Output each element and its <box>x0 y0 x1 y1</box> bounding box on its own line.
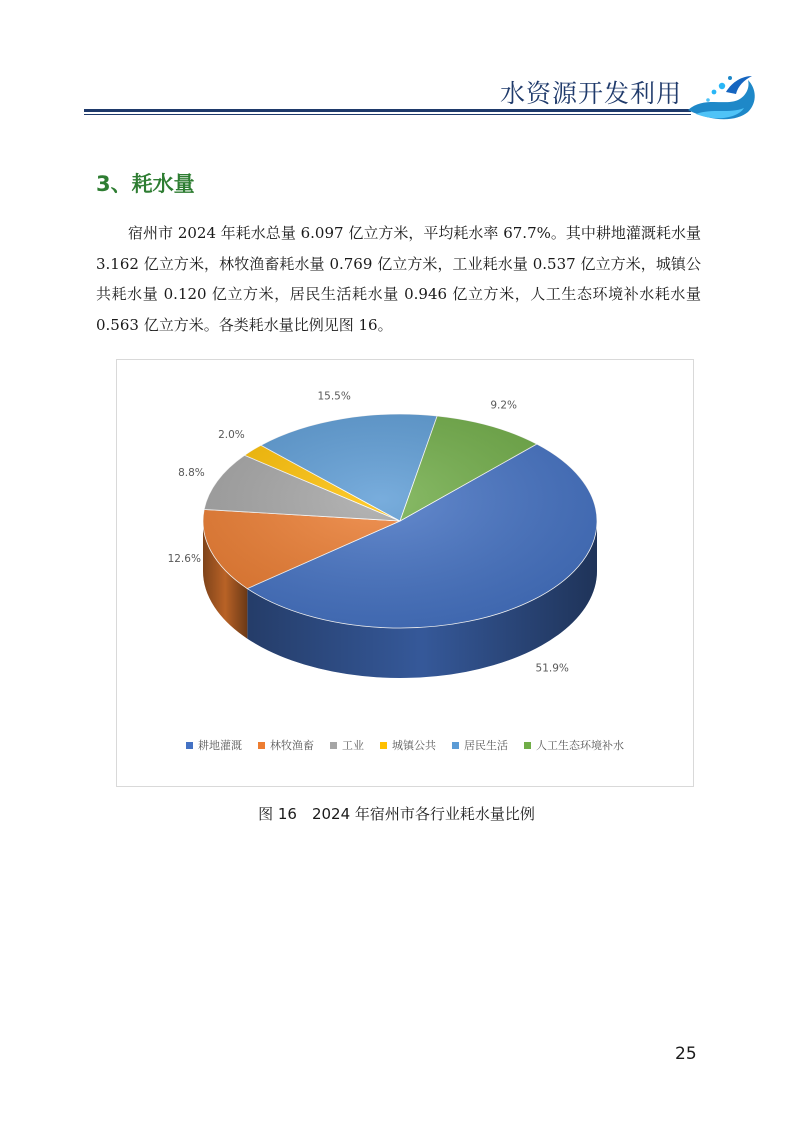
data-label-4: 15.5% <box>317 390 351 403</box>
legend-label: 人工生态环境补水 <box>536 739 624 752</box>
legend-swatch <box>186 742 193 749</box>
header-rule <box>84 109 691 112</box>
legend-item <box>380 737 436 753</box>
data-label-5: 9.2% <box>490 399 518 412</box>
pie-top-highlight <box>203 414 597 628</box>
header-title: 水资源开发利用 <box>500 79 683 108</box>
legend-label: 耕地灌溉 <box>198 739 242 752</box>
legend-swatch <box>524 742 531 749</box>
data-label-1: 12.6% <box>167 553 201 566</box>
page-number: 25 <box>675 1044 697 1064</box>
data-label-0: 51.9% <box>535 662 569 675</box>
data-label-3: 2.0% <box>218 429 245 442</box>
data-label-2: 8.8% <box>178 466 205 479</box>
section-heading: 3、耗水量 <box>96 172 195 196</box>
legend-item <box>452 737 508 753</box>
legend-label: 居民生活 <box>464 739 508 752</box>
legend-swatch <box>380 742 387 749</box>
legend-label: 林牧渔畜 <box>270 739 314 752</box>
wave-logo-icon <box>686 66 762 126</box>
legend-label: 工业 <box>342 739 364 752</box>
figure-caption: 图 16 2024 年宿州市各行业耗水量比例 <box>258 805 535 823</box>
legend-item <box>524 737 624 753</box>
legend-item <box>186 737 242 753</box>
legend-label: 城镇公共 <box>392 739 436 752</box>
legend-swatch <box>330 742 337 749</box>
legend-item <box>330 737 364 753</box>
legend-item <box>258 737 314 753</box>
pie-tops <box>203 414 597 628</box>
body-paragraph: 宿州市 2024 年耗水总量 6.097 亿立方米，平均耗水率 67.7%。其中耕地灌溉耗水量 3.162 亿立方米，林牧渔畜耗水量 0.769 亿立方米，工业耗水量 0.537 亿立方米，城镇公共耗水量 0.120 亿立方米，居民生活耗水量 0.946 亿立方米，人工生态环境补水耗水量 0.563 亿立方米。各类耗水量比例见图 16。 <box>96 224 701 334</box>
pie-chart-svg <box>117 360 693 786</box>
body-text <box>96 218 701 340</box>
chart-legend <box>117 737 693 753</box>
legend-swatch <box>452 742 459 749</box>
header-rule-thin <box>84 114 691 115</box>
legend-swatch <box>258 742 265 749</box>
pie-chart <box>116 359 694 787</box>
